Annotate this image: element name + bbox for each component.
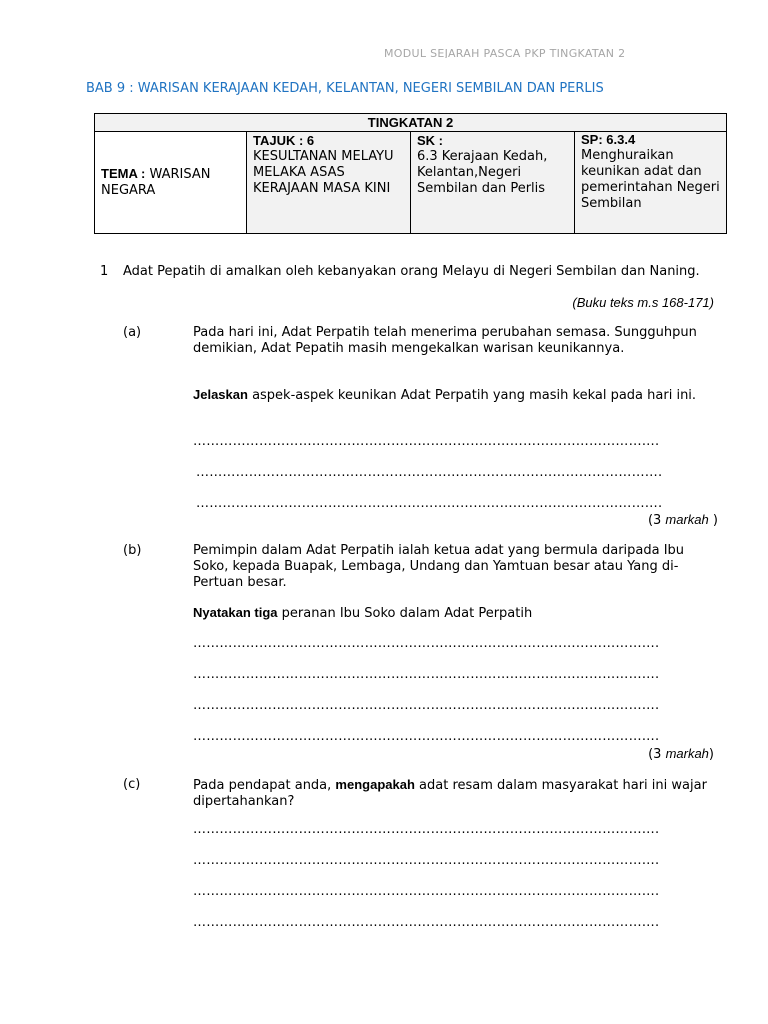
textbook-reference: (Buku teks m.s 168-171) xyxy=(572,295,714,310)
part-a-marks: (3 markah ) xyxy=(647,512,718,528)
part-a-instruction-text: aspek-aspek keunikan Adat Perpatih yang masih kekal pada hari ini. xyxy=(247,388,697,403)
part-a-text: Pada hari ini, Adat Perpatih telah menerima perubahan semasa. Sungguhpun demikian, Adat Pepatih masih mengekalkan warisan keunikannya. xyxy=(193,325,697,356)
part-c-label: (c) xyxy=(123,777,141,792)
question-text: Adat Pepatih di amalkan oleh kebanyakan orang Melayu di Negeri Sembilan dan Naning. xyxy=(123,264,700,279)
answer-line-b4[interactable]: ……………………………………………………………………………………………. xyxy=(193,731,660,743)
tema-cell xyxy=(95,132,247,234)
part-c-keyword: mengapakah xyxy=(335,777,415,792)
sp-value: Menghuraikan keunikan adat dan pemerintahan Negeri Sembilan xyxy=(581,148,720,211)
sp-label: SP: 6.3.4 xyxy=(581,132,636,147)
tema-value: WARISAN NEGARA xyxy=(101,166,211,198)
sk-label: SK : xyxy=(417,133,443,148)
part-a-instruction xyxy=(193,387,723,404)
part-a-label: (a) xyxy=(123,325,142,340)
sk-value: 6.3 Kerajaan Kedah, Kelantan,Negeri Sembilan dan Perlis xyxy=(417,149,548,196)
part-b-instruction-text: peranan Ibu Soko dalam Adat Perpatih xyxy=(277,606,533,621)
part-b-label: (b) xyxy=(123,543,142,558)
tajuk-label: TAJUK : 6 xyxy=(253,133,315,148)
part-b-text: Pemimpin dalam Adat Perpatih ialah ketua adat yang bermula daripada Ibu Soko, kepada Buapak, Lembaga, Undang dan Yamtuan besar atau Yang di-Pertuan besar. xyxy=(193,543,685,590)
answer-line-b3[interactable]: ……………………………………………………………………………………………. xyxy=(193,700,660,712)
sp-cell xyxy=(575,132,727,234)
module-header: MODUL SEJARAH PASCA PKP TINGKATAN 2 xyxy=(384,47,626,58)
chapter-title: BAB 9 : WARISAN KERAJAAN KEDAH, KELANTAN, NEGERI SEMBILAN DAN PERLIS xyxy=(86,81,604,96)
tajuk-value: KESULTANAN MELAYU MELAKA ASAS KERAJAAN MASA KINI xyxy=(253,149,394,196)
question-number: 1 xyxy=(100,264,109,279)
answer-line-c3[interactable]: ……………………………………………………………………………………………. xyxy=(193,886,660,898)
tajuk-cell xyxy=(247,132,411,234)
answer-line-a1[interactable]: ……………………………………………………………………………………………. xyxy=(193,436,660,448)
answer-line-a3[interactable]: ……………………………………………………………………………………………. xyxy=(196,498,663,510)
answer-line-b2[interactable]: ……………………………………………………………………………………………. xyxy=(193,669,660,681)
info-table xyxy=(94,113,727,234)
part-b-marks: (3 markah) xyxy=(648,746,714,762)
part-b-instruction xyxy=(193,605,723,622)
answer-line-a2[interactable]: ……………………………………………………………………………………………. xyxy=(196,467,663,479)
sk-cell xyxy=(411,132,575,234)
table-heading: TINGKATAN 2 xyxy=(95,114,727,132)
answer-line-c2[interactable]: ……………………………………………………………………………………………. xyxy=(193,855,660,867)
answer-line-b1[interactable]: ……………………………………………………………………………………………. xyxy=(193,638,660,650)
tema-label: TEMA : xyxy=(101,165,146,181)
part-b-keyword: Nyatakan tiga xyxy=(193,605,278,620)
part-a-keyword: Jelaskan xyxy=(193,387,248,402)
part-c-text: Pada pendapat anda, mengapakah adat resam dalam masyarakat hari ini wajar dipertahankan? xyxy=(193,777,707,809)
answer-line-c1[interactable]: ……………………………………………………………………………………………. xyxy=(193,824,660,836)
answer-line-c4[interactable]: ……………………………………………………………………………………………. xyxy=(193,917,660,929)
